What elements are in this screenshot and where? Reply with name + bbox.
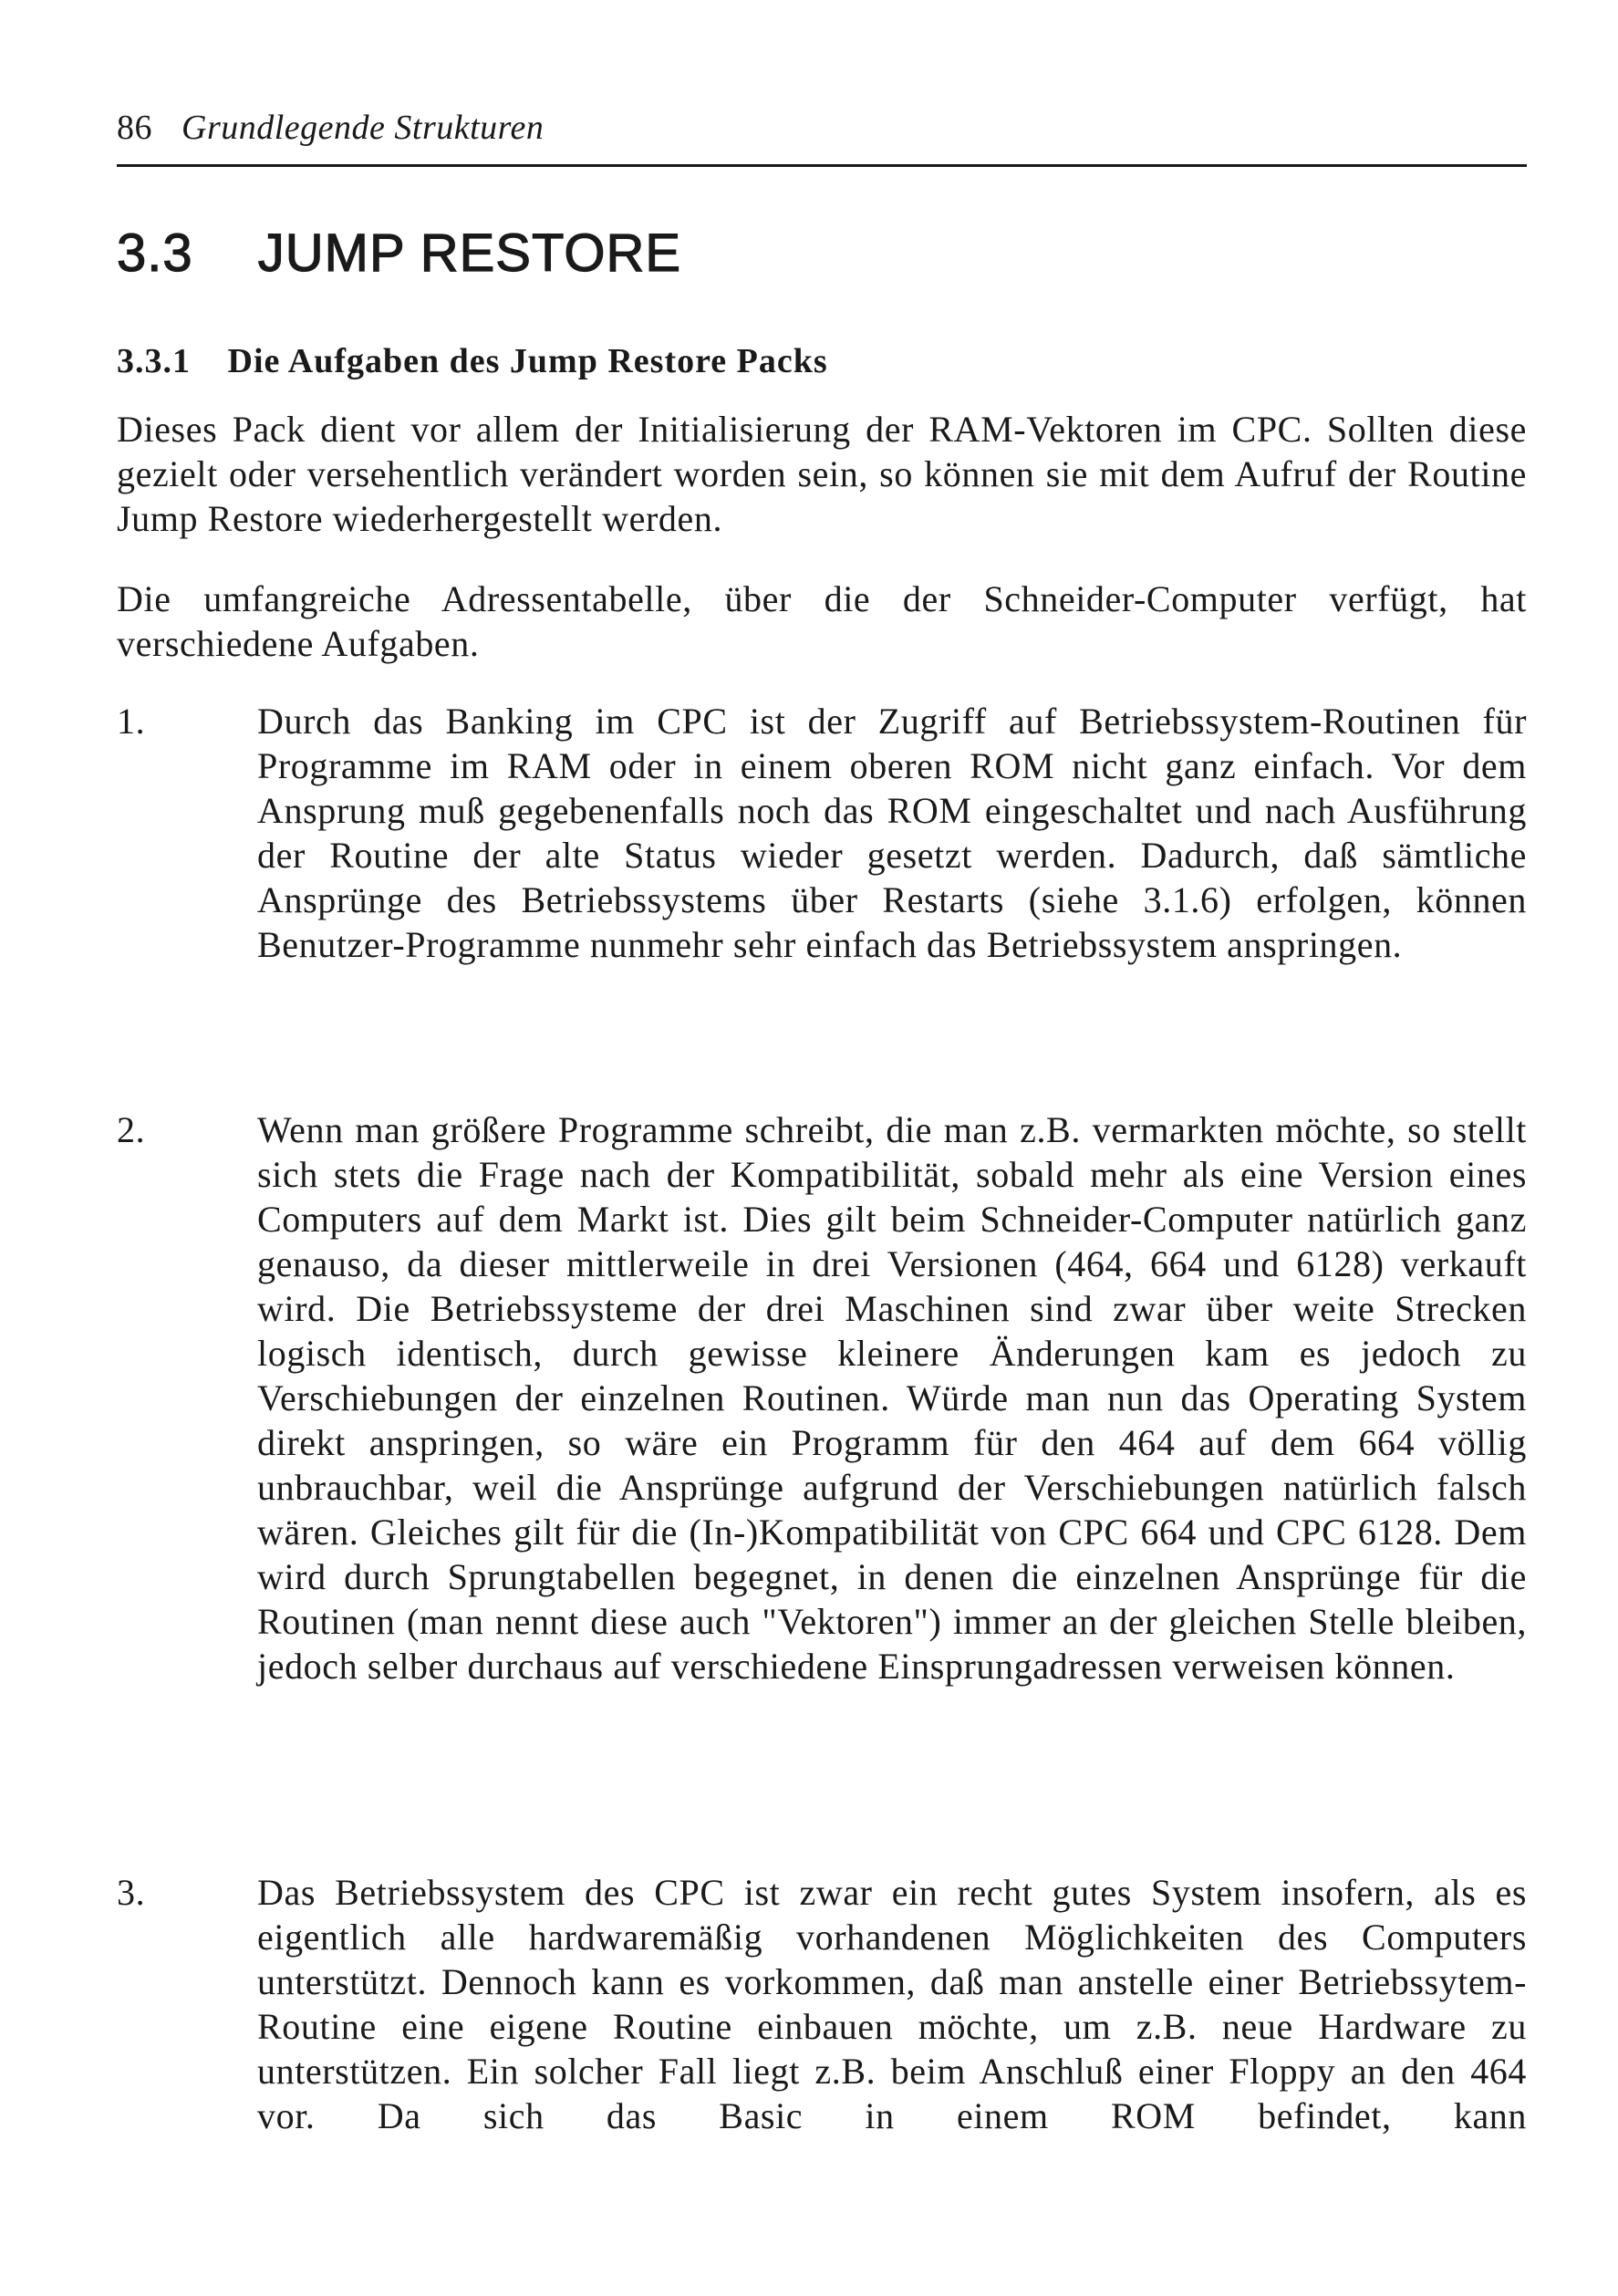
section-title: JUMP RESTORE — [257, 223, 682, 283]
page-header — [117, 108, 544, 148]
list-item — [117, 1107, 1527, 1688]
paragraph: Die umfangreiche Adressentabelle, über die der Schneider-Computer verfügt, hat verschiedene Aufgaben. — [117, 578, 1527, 664]
list-item-number: 1. — [117, 701, 146, 742]
section-heading — [117, 223, 681, 284]
subsection-title: Die Aufgaben des Jump Restore Packs — [227, 342, 828, 380]
list-item-number: 3. — [117, 1872, 146, 1913]
section-number: 3.3 — [117, 223, 193, 283]
list-item — [117, 699, 1527, 967]
subsection-number: 3.3.1 — [117, 342, 191, 380]
paragraph: Dieses Pack dient vor allem der Initialisierung der RAM-Vektoren im CPC. Sollten diese gezielt oder versehentlich verändert worden sein, so können sie mit dem Aufruf der Routine Jump Restore wiederhergestellt werden. — [117, 409, 1527, 539]
page-number: 86 — [117, 109, 152, 147]
running-title: Grundlegende Strukturen — [182, 109, 545, 147]
header-rule — [117, 164, 1527, 167]
list-item-text: Durch das Banking im CPC ist der Zugriff auf Betriebssystem-Routinen für Programme im RAM oder in einem oberen ROM nicht ganz einfach. Vor dem Ansprung muß gegebenenfalls noch das ROM eingeschaltet und nach Ausführung der Routine der alte Status wieder gesetzt werden. Dadurch, daß sämtliche Ansprünge des Betriebssystems über Restarts (siehe 3.1.6) erfolgen, können Benutzer-Programme nunmehr sehr einfach das Betriebssystem anspringen. — [257, 701, 1527, 965]
list-item-text: Das Betriebssystem des CPC ist zwar ein recht gutes System insofern, als es eigentlich alle hardwaremäßig vorhandenen Möglichkeiten des Computers unterstützt. Dennoch kann es vorkommen, daß man anstelle einer Betriebssytem-Routine eine eigene Routine einbauen möchte, um z.B. neue Hardware zu unterstützen. Ein solcher Fall liegt z.B. beim Anschluß einer Floppy an den 464 vor. Da sich das Basic in einem ROM befindet, kann — [257, 1872, 1527, 2136]
list-item-text: Wenn man größere Programme schreibt, die man z.B. vermarkten möchte, so stellt sich stets die Frage nach der Kompatibilität, sobald mehr als eine Version eines Computers auf dem Markt ist. Dies gilt beim Schneider-Computer natürlich ganz genauso, da dieser mittlerweile in drei Versionen (464, 664 und 6128) verkauft wird. Die Betriebssysteme der drei Maschinen sind zwar über weite Strecken logisch identisch, durch gewisse kleinere Änderungen kam es jedoch zu Verschiebungen der einzelnen Routinen. Würde man nun das Operating System direkt anspringen, so wäre ein Programm für den 464 auf dem 664 völlig unbrauchbar, weil die Ansprünge aufgrund der Verschiebungen natürlich falsch wären. Gleiches gilt für die (In-)Kompatibilität von CPC 664 und CPC 6128. Dem wird durch Sprungtabellen begegnet, in denen die einzelnen Ansprünge für die Routinen (man nennt diese auch "Vektoren") immer an der gleichen Stelle bleiben, jedoch selber durchaus auf verschiedene Einsprungadressen verweisen können. — [257, 1109, 1527, 1687]
list-item — [117, 1870, 1527, 2138]
list-item-number: 2. — [117, 1109, 146, 1150]
subsection-heading — [117, 341, 828, 381]
